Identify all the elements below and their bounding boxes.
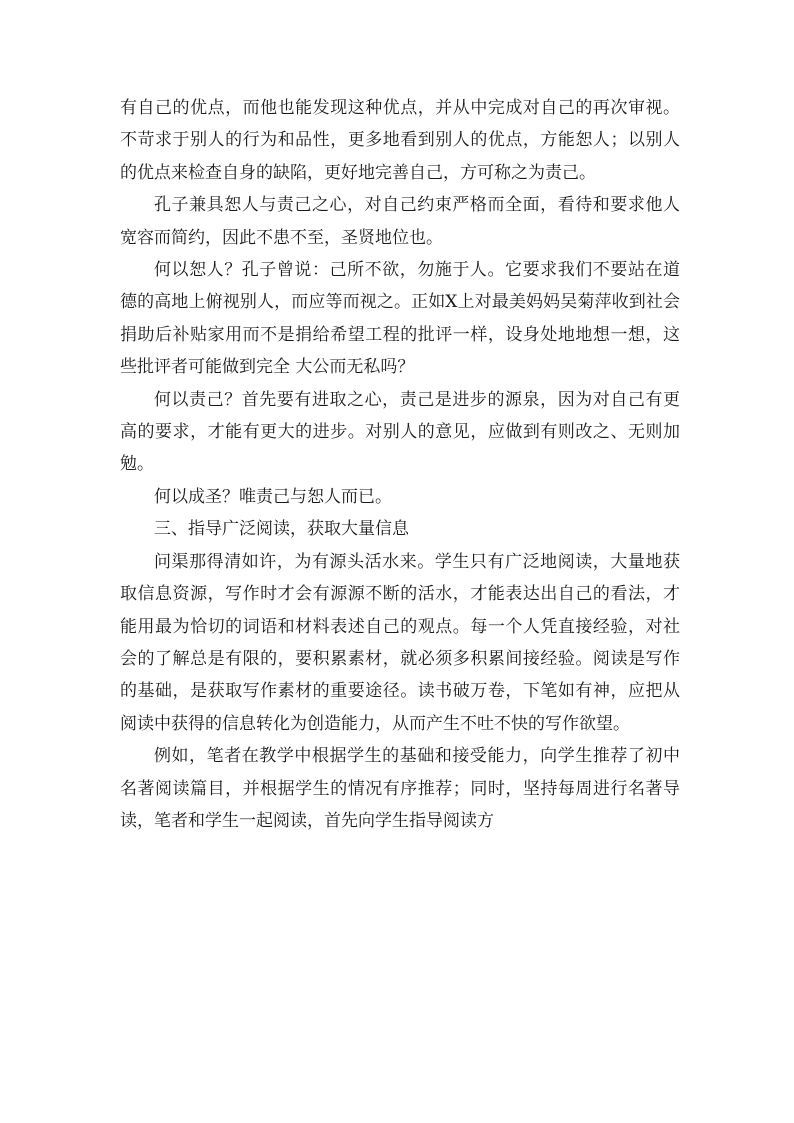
document-page	[120, 92, 680, 837]
paragraph-continuation: 有自己的优点，而他也能发现这种优点，并从中完成对自己的再次审视。不苛求于别人的行为和品性，更多地看到别人的优点，方能恕人；以别人的优点来检查自身的缺陷，更好地完善自己，方可称之为责己。	[120, 98, 680, 183]
section-heading: 三、指导广泛阅读，获取大量信息	[154, 519, 409, 540]
paragraph-how-to-forgive: 何以恕人？孔子曾说：己所不欲，勿施于人。它要求我们不要站在道德的高地上俯视别人，而应等而视之。正如X上对最美妈妈吴菊萍收到社会捐助后补贴家用而不是捐给希望工程的批评一样，设身处地地想一想，这些批评者可能做到完全 大公而无私吗？	[120, 260, 680, 378]
paragraph-example: 例如，笔者在教学中根据学生的基础和接受能力，向学生推荐了初中名著阅读篇目，并根据学生的情况有序推荐；同时，坚持每周进行名著导读，笔者和学生一起阅读，首先向学生指导阅读方	[120, 746, 680, 831]
paragraph-how-to-self-reproach: 何以责己？首先要有进取之心，责己是进步的源泉，因为对自己有更高的要求，才能有更大的进步。对别人的意见，应做到有则改之、无则加勉。	[120, 389, 680, 475]
paragraph-reading: 问渠那得清如许，为有源头活水来。学生只有广泛地阅读，大量地获取信息资源，写作时才会有源源不断的活水，才能表达出自己的看法，才能用最为恰切的词语和材料表述自己的观点。每一个人凭直接经验，对社会的了解总是有限的，要积累素材，就必须多积累间接经验。阅读是写作的基础，是获取写作素材的重要途径。读书破万卷，下笔如有神，应把从阅读中获得的信息转化为创造能力，从而产生不吐不快的写作欲望。	[120, 551, 680, 734]
paragraph-confucius: 孔子兼具恕人与责己之心，对自己约束严格而全面，看待和要求他人宽容而简约，因此不患不至，圣贤地位也。	[120, 195, 680, 248]
paragraph-how-to-be-sage: 何以成圣？唯责己与恕人而已。	[154, 486, 392, 507]
